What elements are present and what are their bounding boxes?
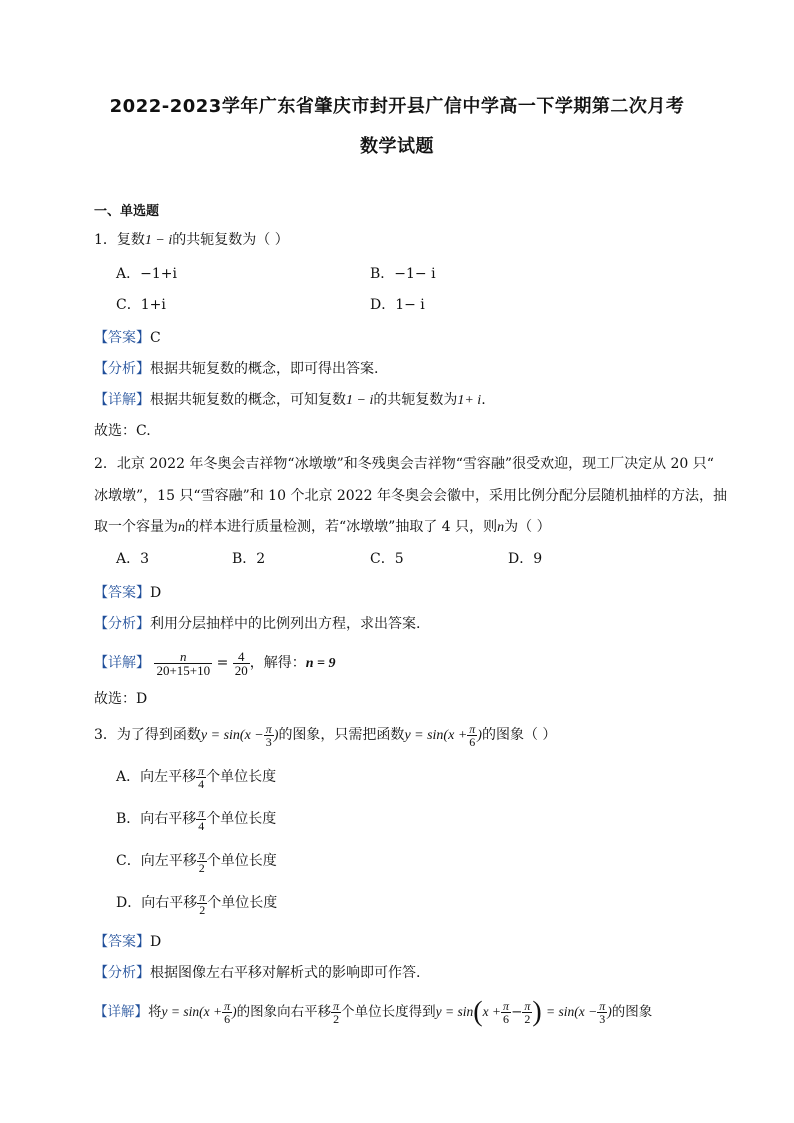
q1-detail-expr1: 1 − i <box>346 393 374 408</box>
q2-fraction-1 <box>154 650 212 677</box>
q3-detail-func3-post: ) <box>607 1004 612 1019</box>
q3-opt-a-num: π <box>198 763 205 778</box>
q3-opt-a-den: 4 <box>198 776 205 791</box>
q3-detail-func2-inner: x + <box>482 1004 502 1019</box>
q3-answer <box>94 932 161 952</box>
q2-solve-result: n = 9 <box>305 656 336 671</box>
q2-option-b: B．2 <box>232 551 266 567</box>
right-paren: ) <box>532 996 542 1028</box>
q3-opt-a-letter: A． <box>116 769 141 785</box>
q3-func1-num: π <box>265 721 272 736</box>
q1-detail <box>94 390 486 411</box>
q3-opt-c-frac <box>197 849 207 874</box>
q3-func1-frac <box>264 723 274 748</box>
q3-detail-func3-frac <box>597 1000 607 1025</box>
q1-answer-value: C <box>150 330 161 346</box>
answer-tag: 【答案】 <box>94 585 150 601</box>
answer-tag: 【答案】 <box>94 934 150 950</box>
q1-option-c: C．1+i <box>116 297 166 313</box>
q3-func2-frac <box>467 723 477 748</box>
q3-detail-b: 的图象向右平移 <box>236 1004 332 1020</box>
q2-conclusion: 故选：D <box>94 691 148 707</box>
q2-answer-value: D <box>150 585 162 601</box>
q1-number: 1． <box>94 232 117 248</box>
q3-detail-func3-pre: = sin(x − <box>546 1004 598 1019</box>
q2-fraction-2 <box>233 650 250 677</box>
q2-frac2-den: 20 <box>234 662 248 678</box>
q3-opt-a-dir: 向左平移 <box>140 769 197 785</box>
q2-line3-b: 的样本进行质量检测，若“冰墩墩”抽取了 4 只，则 <box>185 519 498 535</box>
q3-option-b <box>116 804 276 834</box>
q3-opt-b-dir: 向右平移 <box>140 811 197 827</box>
detail-tag: 【详解】 <box>94 392 150 408</box>
analysis-tag: 【分析】 <box>94 361 150 377</box>
q1-stem-a: 复数 <box>116 232 145 248</box>
q2-answer <box>94 583 161 603</box>
q3-analysis-text: 根据图像左右平移对解析式的影响即可作答. <box>150 965 421 981</box>
q3-func1-pre: y = sin(x − <box>200 728 264 743</box>
q3-detail-shift-num: π <box>333 999 340 1013</box>
q3-detail-func3-den: 3 <box>599 1012 606 1026</box>
q3-opt-b-frac <box>196 807 206 832</box>
q2-line3-a: 取一个容量为 <box>94 519 178 535</box>
q2-line2: 冰墩墩”，15 只“雪容融”和 10 个北京 2022 年冬奥会会徽中，采用比例分配分层随机抽样的方法，抽 <box>94 488 727 504</box>
q3-func2-post: ) <box>477 728 482 743</box>
document-title-line1: 2022-2023学年广东省肇庆市封开县广信中学高一下学期第二次月考 <box>109 96 685 117</box>
q3-func2-den: 6 <box>469 734 476 749</box>
answer-tag: 【答案】 <box>94 330 150 346</box>
q3-stem-a: 为了得到函数 <box>116 727 201 743</box>
q2-var-n: n <box>178 520 185 535</box>
q3-opt-d-tail: 个单位长度 <box>207 895 278 911</box>
q3-func2-num: π <box>469 721 476 736</box>
q3-option-a <box>116 762 276 792</box>
q1-detail-b: 的共轭复数为 <box>373 392 458 408</box>
q1-detail-expr2: 1+ i <box>457 393 482 408</box>
q3-opt-b-letter: B． <box>116 811 141 827</box>
q2-line1: 2．北京 2022 年冬奥会吉祥物“冰墩墩”和冬残奥会吉祥物“雪容融”很受欢迎，现工厂决定从 20 只“ <box>94 456 714 472</box>
q3-opt-c-letter: C． <box>116 853 141 869</box>
q3-func2-pre: y = sin(x + <box>404 728 468 743</box>
q3-opt-d-letter: D． <box>116 895 142 911</box>
q3-option-c <box>116 846 277 876</box>
q3-analysis <box>94 963 420 983</box>
q3-detail-func2-n2: π <box>524 999 531 1013</box>
q3-opt-b-tail: 个单位长度 <box>206 811 277 827</box>
q1-analysis-text: 根据共轭复数的概念，即可得出答案. <box>150 361 379 377</box>
q3-opt-d-dir: 向右平移 <box>141 895 198 911</box>
q3-detail-func2-d1: 6 <box>503 1012 510 1026</box>
q2-option-c: C．5 <box>370 551 404 567</box>
q3-opt-d-den: 2 <box>199 902 206 917</box>
q2-line3 <box>94 517 551 538</box>
q3-opt-c-num: π <box>198 847 205 862</box>
q3-detail-func2-d2: 2 <box>524 1012 531 1026</box>
q3-detail-shift-frac <box>331 1000 341 1025</box>
q1-option-b: B．−1− i <box>370 266 436 282</box>
detail-tag: 【详解】 <box>94 1004 148 1020</box>
q2-detail <box>94 648 336 679</box>
q2-option-a: A．3 <box>116 551 150 567</box>
q3-opt-b-den: 4 <box>198 818 205 833</box>
q3-answer-value: D <box>150 934 162 950</box>
q3-detail-func3-num: π <box>599 999 606 1013</box>
q3-number: 3． <box>94 727 117 743</box>
q2-var-n2: n <box>497 520 505 535</box>
q3-opt-d-num: π <box>199 889 206 904</box>
q3-func1-post: ) <box>273 728 279 743</box>
q3-func1-den: 3 <box>265 734 272 749</box>
q3-option-d <box>116 888 277 918</box>
q3-opt-c-tail: 个单位长度 <box>206 853 277 869</box>
q2-line3-c: 为（ ） <box>504 519 551 535</box>
q3-detail-func1-num: π <box>224 999 231 1013</box>
q3-detail-a: 将 <box>148 1004 162 1020</box>
q3-detail-func2-n1: π <box>503 999 510 1013</box>
q1-conclusion: 故选：C. <box>94 423 151 439</box>
q3-detail <box>94 994 652 1030</box>
q3-detail-d: 的图象 <box>611 1004 653 1020</box>
q1-option-d: D．1− i <box>370 297 425 313</box>
q2-option-d: D．9 <box>508 551 543 567</box>
q3-detail-func2-pre: y = sin <box>435 1004 474 1019</box>
section-heading: 一、单选题 <box>94 204 160 219</box>
analysis-tag: 【分析】 <box>94 616 150 632</box>
q3-opt-a-frac <box>196 765 206 790</box>
q3-opt-d-frac <box>197 891 207 916</box>
q1-detail-a: 根据共轭复数的概念，可知复数 <box>150 392 346 408</box>
q1-analysis <box>94 359 378 379</box>
q3-detail-c: 个单位长度得到 <box>341 1004 436 1020</box>
q2-frac2-num: 4 <box>233 650 250 664</box>
q3-detail-func1-post: ) <box>232 1004 237 1019</box>
q3-opt-c-den: 2 <box>198 860 205 875</box>
q1-stem <box>94 230 289 251</box>
q1-detail-c: . <box>481 392 486 408</box>
q2-analysis-text: 利用分层抽样中的比例列出方程，求出答案. <box>150 616 421 632</box>
document-title-line2: 数学试题 <box>360 136 434 157</box>
q3-stem-c: 的图象（ ） <box>481 727 557 743</box>
q3-detail-func1-den: 6 <box>224 1012 231 1026</box>
q3-stem <box>94 720 556 751</box>
q2-equals: = <box>216 655 229 671</box>
q3-detail-shift-den: 2 <box>333 1012 340 1026</box>
q1-expr: 1 − i <box>144 233 173 248</box>
analysis-tag: 【分析】 <box>94 965 150 981</box>
left-paren: ( <box>473 996 483 1028</box>
q3-opt-a-tail: 个单位长度 <box>206 769 277 785</box>
q2-frac1-num: n <box>154 650 212 664</box>
q3-detail-func2-minus: − <box>511 1004 523 1020</box>
q3-detail-func1-pre: y = sin(x + <box>161 1004 223 1019</box>
q2-analysis <box>94 614 420 634</box>
q2-solve-label: ，解得： <box>249 655 306 671</box>
q1-stem-b: 的共轭复数为（ ） <box>172 232 289 248</box>
q3-stem-b: 的图象，只需把函数 <box>278 727 405 743</box>
q2-frac1-den: 20+15+10 <box>156 662 211 678</box>
q1-answer <box>94 328 161 348</box>
q3-opt-b-num: π <box>198 805 205 820</box>
q3-detail-func2-frac2 <box>522 1000 532 1025</box>
q3-detail-func1-frac <box>222 1000 232 1025</box>
q3-opt-c-dir: 向左平移 <box>140 853 197 869</box>
detail-tag: 【详解】 <box>94 655 150 671</box>
q3-detail-func2-frac1 <box>501 1000 511 1025</box>
q1-option-a: A．−1+i <box>116 266 177 282</box>
